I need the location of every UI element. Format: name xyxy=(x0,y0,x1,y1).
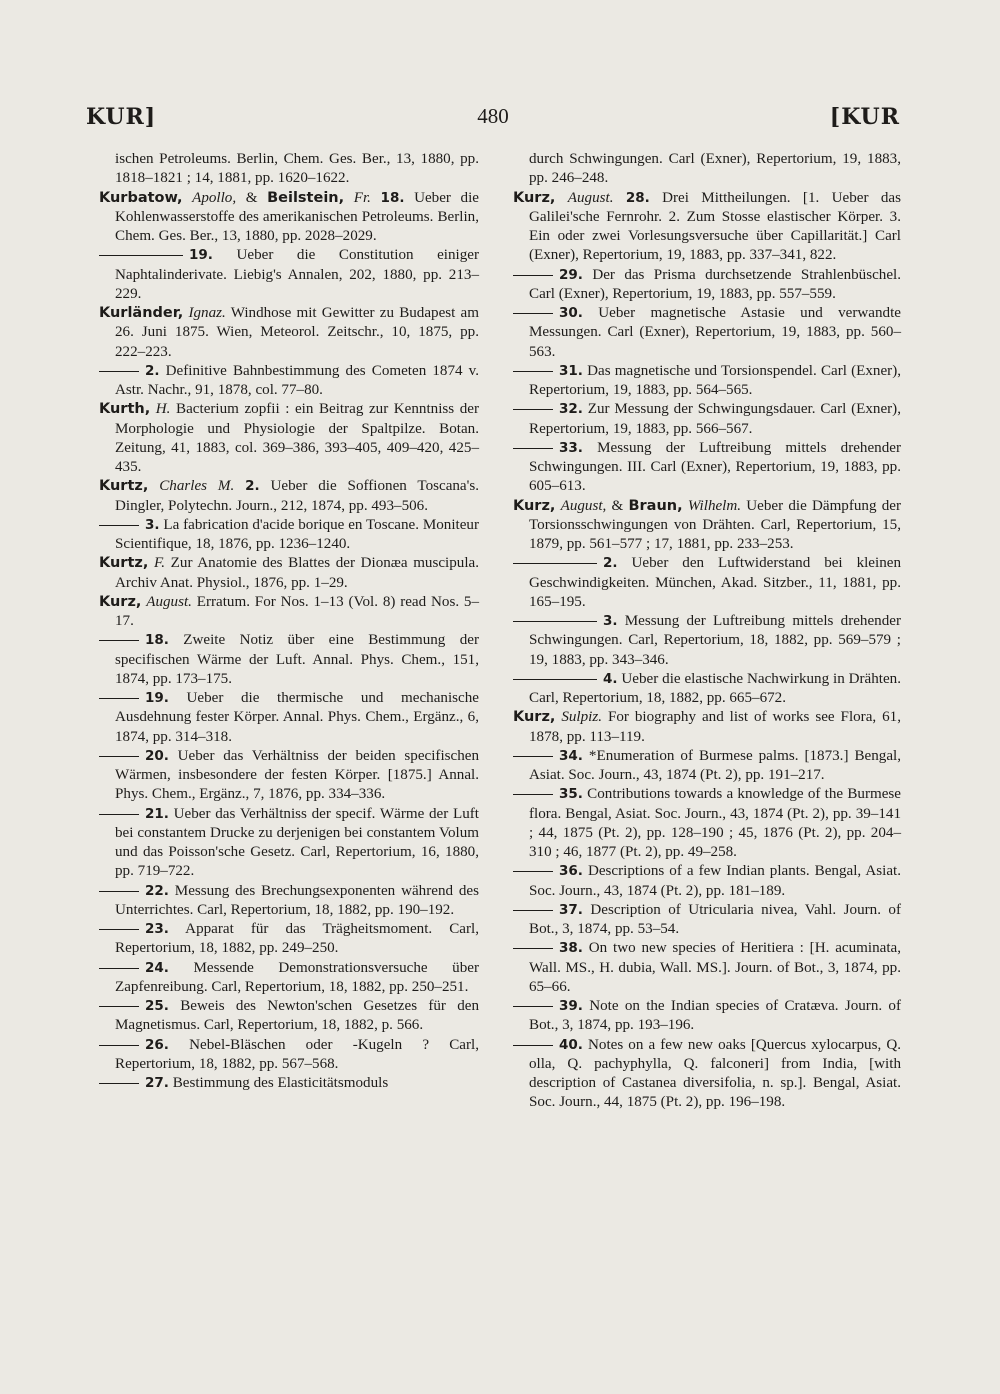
ditto-dash xyxy=(513,679,597,680)
ditto-dash xyxy=(99,698,139,699)
entry-number: 21. xyxy=(145,805,169,822)
right-column xyxy=(513,150,901,1113)
bibliography-entry xyxy=(99,554,479,593)
bibliography-entry xyxy=(513,747,901,786)
page-number: 480 xyxy=(477,104,509,128)
ditto-dash xyxy=(99,640,139,641)
entry-text: durch Schwingungen. Carl (Exner), Repertorium, 19, 1883, pp. 246–248. xyxy=(529,151,901,187)
entry-number: 22. xyxy=(145,882,169,899)
author-given-name: Sulpiz. xyxy=(561,709,603,726)
ditto-dash xyxy=(99,1083,139,1084)
ditto-dash xyxy=(513,756,553,757)
bibliography-entry xyxy=(513,1036,901,1113)
entry-text: Ueber die Dämpfung der Torsionsschwingungen von Drähten. Carl, Repertorium, 15, 1879, pp. 561–577 ; 17, 1881, pp. 233–253. xyxy=(529,497,901,552)
bibliography-entry xyxy=(99,246,479,304)
entry-text: Ueber die Constitution einiger Naphtalinderivate. Liebig's Annalen, 202, 1880, pp. 213–229. xyxy=(115,247,479,302)
entry-number: 2. xyxy=(603,555,618,572)
entry-text: Messung der Luftreibung mittels drehender Schwingungen. Carl, Repertorium, 18, 1882, pp. 569–579 ; 19, 1883, pp. 343–346. xyxy=(529,613,901,668)
ditto-dash xyxy=(99,929,139,930)
entry-text: ischen Petroleums. Berlin, Chem. Ges. Ber., 13, 1880, pp. 1818–1821 ; 14, 1881, pp. 1620–1622. xyxy=(115,151,479,187)
entry-text: Zur Anatomie des Blattes der Dionæa muscipula. Archiv Anat. Physiol., 1876, pp. 1–29. xyxy=(115,555,480,591)
entry-text: For biography and list of works see Flora, 61, 1878, pp. 113–119. xyxy=(529,709,901,745)
author-given-name: August. xyxy=(567,189,614,206)
bibliography-entry xyxy=(99,150,479,189)
coauthor-name: Beilstein, xyxy=(267,189,345,206)
bibliography-entry xyxy=(99,689,479,747)
ditto-dash xyxy=(513,371,553,372)
bibliography-entry xyxy=(513,266,901,305)
bibliography-entry xyxy=(513,612,901,670)
entry-text: Definitive Bahnbestimmung des Cometen 1874 v. Astr. Nachr., 91, 1878, col. 77–80. xyxy=(115,362,479,398)
entry-text: Ueber die thermische und mechanische Ausdehnung fester Körper. Annal. Phys. Chem., Ergänz., 6, 1874, pp. 314–318. xyxy=(115,690,479,745)
entry-number: 35. xyxy=(559,786,583,803)
bibliography-entry xyxy=(99,805,479,882)
entry-number: 32. xyxy=(559,401,583,418)
bibliography-entry xyxy=(99,959,479,998)
bibliography-entry xyxy=(99,1074,479,1093)
bibliography-entry xyxy=(513,497,901,555)
entry-number: 3. xyxy=(603,613,618,629)
entry-text: Descriptions of a few Indian plants. Bengal, Asiat. Soc. Journ., 43, 1874 (Pt. 2), pp. 181–189. xyxy=(529,863,901,899)
entry-text: Nebel-Bläschen oder -Kugeln ? Carl, Repertorium, 18, 1882, pp. 567–568. xyxy=(115,1036,479,1072)
coauthor-given-name: Wilhelm. xyxy=(687,497,742,514)
entry-text: Ueber den Luftwiderstand bei kleinen Geschwindigkeiten. München, Akad. Sitzber., 11, 1881, pp. 165–195. xyxy=(529,555,901,610)
entry-number: 25. xyxy=(145,998,169,1014)
author-joiner: & xyxy=(245,189,268,206)
ditto-dash xyxy=(513,794,553,795)
bibliography-entry xyxy=(513,150,901,189)
ditto-dash xyxy=(513,621,597,622)
entry-text: Ueber die elastische Nachwirkung in Drähten. Carl, Repertorium, 18, 1882, pp. 665–672. xyxy=(529,670,901,706)
entry-number: 34. xyxy=(559,747,583,764)
entry-text: On two new species of Heritiera : [H. acuminata, Wall. MS., H. dubia, Wall. MS.]. Journ. of Bot., 3, 1874, pp. 65–66. xyxy=(529,940,901,995)
entry-number: 27. xyxy=(145,1075,169,1091)
bibliography-entry xyxy=(513,785,901,862)
entry-number: 2. xyxy=(145,362,160,379)
author-name: Kurbatow, xyxy=(99,189,183,206)
entry-text: La fabrication d'acide borique en Toscane. Moniteur Scientifique, 18, 1876, pp. 1236–1240. xyxy=(115,516,480,552)
entry-number: 36. xyxy=(559,863,583,880)
author-name: Kurz, xyxy=(513,497,556,514)
entry-text: Ueber die Kohlenwasserstoffe des amerikanischen Petroleums. Berlin, Chem. Ges. Ber., 13, 1880, pp. 2028–2029. xyxy=(115,189,479,244)
entry-text: Windhose mit Gewitter zu Budapest am 26. Juni 1875. Wien, Meteorol. Zeitschr., 10, 1875, pp. 222–223. xyxy=(115,305,479,360)
ditto-dash xyxy=(513,448,553,449)
entry-text: Der das Prisma durchsetzende Strahlenbüschel. Carl (Exner), Repertorium, 19, 1883, pp. 557–559. xyxy=(529,266,901,302)
entry-text: Messung des Brechungsexponenten während des Unterrichtes. Carl, Repertorium, 18, 1882, pp. 190–192. xyxy=(115,882,480,918)
entry-text: Notes on a few new oaks [Quercus xylocarpus, Q. olla, Q. pachyphylla, Q. falconeri] from India, [with description of Castanea diversifolia, n. sp.]. Bengal, Asiat. Soc. Journ., 44, 1875 (Pt. 2), pp. 196–198. xyxy=(529,1036,901,1111)
bibliography-entry xyxy=(513,304,901,362)
ditto-dash xyxy=(99,756,139,757)
ditto-dash xyxy=(513,1006,553,1007)
entry-text: Ueber das Verhältniss der specif. Wärme der Luft bei constantem Drucke zu derjenigen bei constantem Volum und das Poisson'sche Gesetz. Carl, Repertorium, 16, 1880, pp. 719–722. xyxy=(115,805,479,880)
author-given-name: Ignaz. xyxy=(188,305,226,321)
entry-text: Bestimmung des Elasticitätsmoduls xyxy=(172,1075,389,1091)
ditto-dash xyxy=(513,910,553,911)
bibliography-entry xyxy=(513,554,901,612)
entry-number: 2. xyxy=(245,478,260,495)
entry-number: 4. xyxy=(603,670,618,687)
bibliography-entry xyxy=(99,593,479,632)
entry-text: Apparat für das Trägheitsmoment. Carl, Repertorium, 18, 1882, pp. 249–250. xyxy=(115,921,479,957)
bibliography-entry xyxy=(99,1036,479,1075)
author-name: Kurtz, xyxy=(99,555,149,572)
bibliography-entry xyxy=(99,304,479,362)
bibliography-entry xyxy=(513,939,901,997)
ditto-dash xyxy=(99,255,183,256)
coauthor-given-name: Fr. xyxy=(353,189,371,206)
author-name: Kurz, xyxy=(513,189,556,206)
ditto-dash xyxy=(99,814,139,815)
ditto-dash xyxy=(513,871,553,872)
entry-number: 23. xyxy=(145,921,169,937)
page-header xyxy=(86,104,900,140)
author-name: Kurtz, xyxy=(99,478,149,495)
entry-text: Das magnetische und Torsionspendel. Carl (Exner), Repertorium, 19, 1883, pp. 564–565. xyxy=(529,362,902,398)
entry-number: 20. xyxy=(145,747,169,764)
ditto-dash xyxy=(99,1006,139,1007)
author-name: Kurz, xyxy=(99,593,142,610)
entry-number: 40. xyxy=(559,1036,583,1053)
entry-number: 18. xyxy=(380,189,405,206)
author-given-name: F. xyxy=(153,555,166,572)
entry-text: *Enumeration of Burmese palms. [1873.] Bengal, Asiat. Soc. Journ., 43, 1874 (Pt. 2), pp. 191–217. xyxy=(529,747,901,783)
entry-number: 26. xyxy=(145,1036,169,1053)
author-name: Kurländer, xyxy=(99,305,184,321)
entry-number: 18. xyxy=(145,632,169,649)
entry-number: 24. xyxy=(145,959,169,976)
entry-text: Ueber das Verhältniss der beiden specifischen Wärmen, insbesondere der festen Körper. [1875.] Annal. Phys. Chem., Ergänz., 7, 1876, pp. 334–336. xyxy=(115,747,479,803)
author-given-name: August. xyxy=(146,593,192,610)
ditto-dash xyxy=(513,1045,553,1046)
coauthor-name: Braun, xyxy=(628,497,683,514)
ditto-dash xyxy=(513,563,597,564)
bibliography-entry xyxy=(99,882,479,921)
entry-number: 38. xyxy=(559,940,583,957)
entry-number: 30. xyxy=(559,305,583,321)
entry-text: Messende Demonstrationsversuche über Zapfenreibung. Carl, Repertorium, 18, 1882, pp. 250–251. xyxy=(115,959,479,995)
entry-number: 39. xyxy=(559,998,583,1014)
bibliography-entry xyxy=(99,920,479,959)
left-column xyxy=(99,150,479,1093)
entry-text: Ueber magnetische Astasie und verwandte Messungen. Carl (Exner), Repertorium, 19, 1883, pp. 560–563. xyxy=(529,305,901,360)
bibliography-entry xyxy=(513,862,901,901)
entry-text: Drei Mittheilungen. [1. Ueber das Galilei'sche Fernrohr. 2. Zum Stosse elastischer Körper. 3. Ein oder zwei Vorlesungsversuche über Capillarität.] Carl (Exner), Repertorium, 19, 1883, pp. 337–341, 822. xyxy=(529,189,901,264)
entry-number: 33. xyxy=(559,439,583,456)
entry-text: Contributions towards a knowledge of the Burmese flora. Bengal, Asiat. Soc. Journ., 43, 1874 (Pt. 2), pp. 39–141 ; 44, 1875 (Pt. 2), pp. 128–190 ; 45, 1876 (Pt. 2), pp. 204–310 ; 46, 1877 (Pt. 2), pp. 49–258. xyxy=(529,786,902,860)
entry-text: Description of Utricularia nivea, Vahl. Journ. of Bot., 3, 1874, pp. 53–54. xyxy=(529,901,901,937)
author-given-name: Charles M. xyxy=(159,478,235,495)
entry-number: 28. xyxy=(625,189,650,206)
entry-text: Zur Messung der Schwingungsdauer. Carl (Exner), Repertorium, 19, 1883, pp. 566–567. xyxy=(529,401,901,437)
entry-text: Ueber die Soffionen Toscana's. Dingler, Polytechn. Journ., 212, 1874, pp. 493–506. xyxy=(115,478,480,514)
header-right-running-head: [KUR xyxy=(829,104,900,130)
bibliography-entry xyxy=(513,362,901,401)
bibliography-entry xyxy=(99,747,479,805)
author-given-name: Apollo, xyxy=(192,189,237,206)
entry-text: Note on the Indian species of Cratæva. Journ. of Bot., 3, 1874, pp. 193–196. xyxy=(529,998,901,1034)
ditto-dash xyxy=(513,313,553,314)
author-name: Kurth, xyxy=(99,401,151,418)
ditto-dash xyxy=(99,525,139,526)
author-name: Kurz, xyxy=(513,709,556,726)
bibliography-entry xyxy=(99,362,479,401)
ditto-dash xyxy=(99,371,139,372)
entry-text: Zweite Notiz über eine Bestimmung der specifischen Wärme der Luft. Annal. Phys. Chem., 151, 1874, pp. 173–175. xyxy=(115,632,479,687)
bibliography-entry xyxy=(513,708,901,747)
bibliography-entry xyxy=(513,439,901,497)
bibliography-entry xyxy=(513,400,901,439)
entry-number: 19. xyxy=(189,247,213,264)
entry-number: 29. xyxy=(559,266,583,283)
bibliography-entry xyxy=(513,997,901,1036)
entry-text: Bacterium zopfii : ein Beitrag zur Kenntniss der Morphologie und Physiologie der Spaltpilze. Botan. Zeitung, 41, 1883, col. 369–386, 393–405, 409–420, 425–435. xyxy=(115,401,479,475)
author-given-name: August, xyxy=(560,497,607,514)
entry-number: 31. xyxy=(559,362,583,379)
author-joiner: & xyxy=(611,497,629,514)
header-left-running-head: KUR] xyxy=(86,104,157,130)
author-given-name: H. xyxy=(155,401,171,418)
entry-number: 37. xyxy=(559,901,583,918)
bibliography-entry xyxy=(99,189,479,247)
bibliography-entry xyxy=(99,516,479,555)
entry-text: Erratum. For Nos. 1–13 (Vol. 8) read Nos. 5–17. xyxy=(115,593,480,629)
entry-number: 3. xyxy=(145,516,160,533)
bibliography-entry xyxy=(99,631,479,689)
bibliography-entry xyxy=(513,189,901,266)
bibliography-entry xyxy=(99,477,479,516)
ditto-dash xyxy=(99,968,139,969)
bibliography-entry xyxy=(99,997,479,1036)
bibliography-entry xyxy=(513,901,901,940)
bibliography-entry xyxy=(513,670,901,709)
bibliography-entry xyxy=(99,400,479,477)
ditto-dash xyxy=(513,409,553,410)
ditto-dash xyxy=(99,891,139,892)
entry-text: Messung der Luftreibung mittels drehender Schwingungen. III. Carl (Exner), Repertorium, 19, 1883, pp. 605–613. xyxy=(529,439,901,495)
ditto-dash xyxy=(99,1045,139,1046)
entry-number: 19. xyxy=(145,690,169,706)
entry-text: Beweis des Newton'schen Gesetzes für den Magnetismus. Carl, Repertorium, 18, 1882, p. 566. xyxy=(115,998,480,1034)
ditto-dash xyxy=(513,948,553,949)
ditto-dash xyxy=(513,275,553,276)
